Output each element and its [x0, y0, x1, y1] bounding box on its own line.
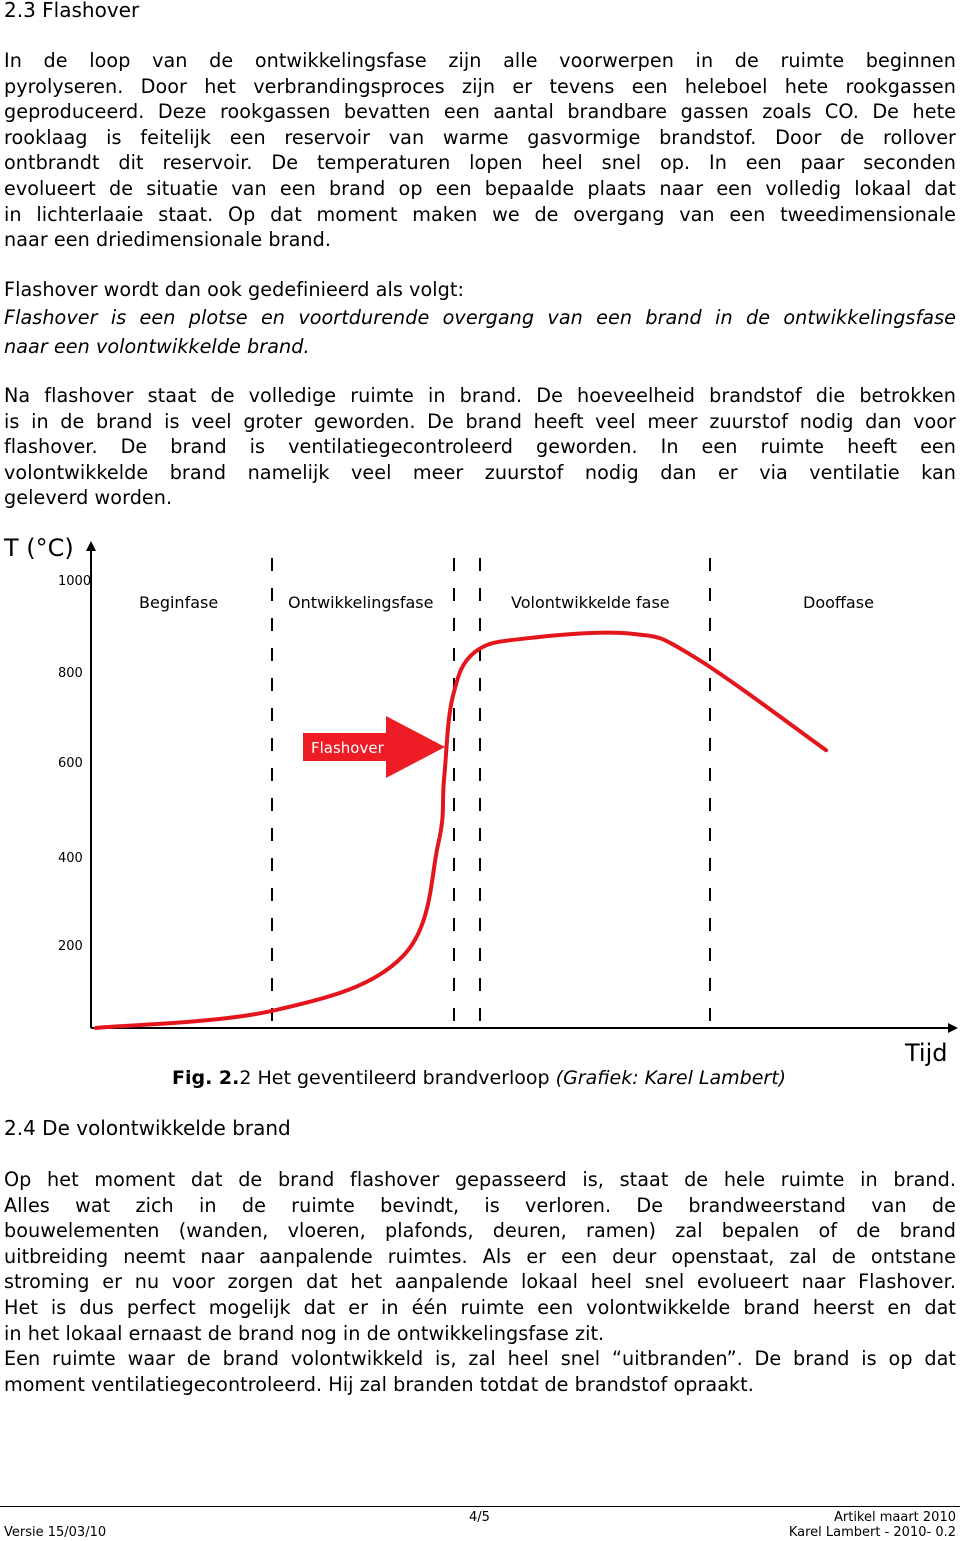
paragraph-line: flashover. De brand is ventilatiegecontroleerd geworden. In een ruimte heeft een: [4, 435, 956, 459]
temperature-curve: [96, 633, 826, 1028]
paragraph-line: naar een driedimensionale brand.: [4, 228, 331, 252]
paragraph-volontwikkelde-brand: [4, 1167, 956, 1397]
figure-caption: [172, 1066, 786, 1090]
paragraph-line: geproduceerd. Deze rookgassen bevatten een aantal brandbare gassen zoals CO. De hete: [4, 100, 956, 124]
paragraph-line: pyrolyseren. Door het verbrandingsproces zijn er tevens een heleboel hete rookgassen: [4, 74, 956, 98]
paragraph-line: rooklaag is feitelijk een reservoir van warme gasvormige brandstof. Door de rollover: [4, 125, 956, 149]
y-axis-arrowhead: [86, 541, 96, 551]
y-tick-labels: [58, 574, 91, 954]
paragraph-line: in het lokaal ernaast de brand nog in de ontwikkelingsfase zit.: [4, 1321, 605, 1345]
paragraph-line: moment ventilatiegecontroleerd. Hij zal branden totdat de brandstof opraakt.: [4, 1372, 754, 1396]
paragraph-line: evolueert de situatie van een brand op een bepaalde plaats naar een volledig lokaal dat: [4, 176, 956, 200]
y-tick-label: 400: [58, 851, 83, 866]
paragraph-line: Na flashover staat de volledige ruimte in brand. De hoeveelheid brandstof die betrokken: [4, 384, 956, 407]
temperature-curve-line: [96, 633, 826, 1028]
paragraph-line: bouwelementen (wanden, vloeren, plafonds, deuren, ramen) zal bepalen of de brand: [4, 1219, 956, 1243]
paragraph-line: is in de brand is veel groter geworden. De brand heeft veel meer zuurstof nodig dan voor: [4, 409, 956, 433]
y-tick-label: 200: [58, 939, 83, 954]
phase-label: Ontwikkelingsfase: [288, 593, 434, 612]
footer-version: Versie 15/03/10: [4, 1525, 107, 1540]
paragraph-after-flashover: [4, 383, 956, 511]
footer-page-number: 4/5: [469, 1510, 490, 1525]
x-axis-label: Tijd: [905, 1039, 948, 1067]
footer-divider: [0, 1506, 960, 1507]
phase-label: Dooffase: [803, 593, 874, 612]
figure-source: (Grafiek: Karel Lambert): [555, 1067, 787, 1089]
paragraph-line: uitbreiding neemt naar aanpalende ruimtes. Als er een deur openstaat, zal de ontstane: [4, 1244, 956, 1268]
paragraph-line: Op het moment dat de brand flashover gepasseerd is, staat de hele ruimte in brand.: [4, 1168, 956, 1191]
phase-label: Beginfase: [139, 593, 219, 612]
fire-development-chart: [0, 528, 960, 1098]
paragraph-line: volontwikkelde brand namelijk veel meer zuurstof nodig dan er via ventilatie kan: [4, 460, 956, 484]
definition-text-line: Flashover is een plotse en voortdurende overgang van een brand in de ontwikkelingsfase: [4, 305, 956, 329]
phase-divider-lines: [272, 558, 710, 1028]
phase-labels: [139, 593, 874, 612]
paragraph-line: stroming er nu voor zorgen dat het aanpalende lokaal heel snel evolueert naar Flashover.: [4, 1270, 956, 1294]
definition-block: [4, 277, 956, 361]
y-tick-label: 800: [58, 666, 83, 681]
flashover-arrow: [303, 716, 445, 778]
paragraph-line: in lichterlaaie staat. Op dat moment maken we de overgang van een tweedimensionale: [4, 202, 956, 226]
paragraph-flashover-intro: [4, 48, 956, 253]
y-axis-label: T (°C): [4, 534, 74, 562]
paragraph-line: Het is dus perfect mogelijk dat er in één ruimte een volontwikkelde brand heerst en dat: [4, 1295, 956, 1319]
flashover-arrow-label: Flashover: [311, 739, 384, 757]
footer-article-date: Artikel maart 2010: [833, 1510, 956, 1525]
paragraph-line: ontbrandt dit reservoir. De temperaturen lopen heel snel op. In een paar seconden: [4, 151, 956, 175]
paragraph-line: In de loop van de ontwikkelingsfase zijn alle voorwerpen in de ruimte beginnen: [4, 49, 956, 72]
section-heading-volontwikkelde-brand: 2.4 De volontwikkelde brand: [4, 1116, 291, 1140]
figure-number: 2: [239, 1067, 252, 1089]
x-axis-arrowhead: [948, 1023, 958, 1033]
figure-caption-text: Het geventileerd brandverloop: [251, 1067, 556, 1089]
phase-label: Volontwikkelde fase: [511, 593, 670, 612]
footer-author: Karel Lambert - 2010- 0.2: [788, 1525, 956, 1540]
y-tick-label: 1000: [58, 574, 92, 589]
y-tick-label: 600: [58, 756, 83, 771]
definition-text-line: naar een volontwikkelde brand.: [4, 334, 310, 358]
chart-axes: [86, 541, 958, 1033]
section-heading-flashover: 2.3 Flashover: [4, 0, 140, 22]
paragraph-line: Alles wat zich in de ruimte bevindt, is verloren. De brandweerstand van de: [4, 1193, 956, 1217]
paragraph-line: geleverd worden.: [4, 486, 173, 510]
definition-intro: Flashover wordt dan ook gedefinieerd als volgt:: [4, 278, 464, 301]
figure-label: Fig. 2.: [172, 1067, 240, 1089]
paragraph-line: Een ruimte waar de brand volontwikkeld is, zal heel snel “uitbranden”. De brand is op dat: [4, 1347, 956, 1371]
